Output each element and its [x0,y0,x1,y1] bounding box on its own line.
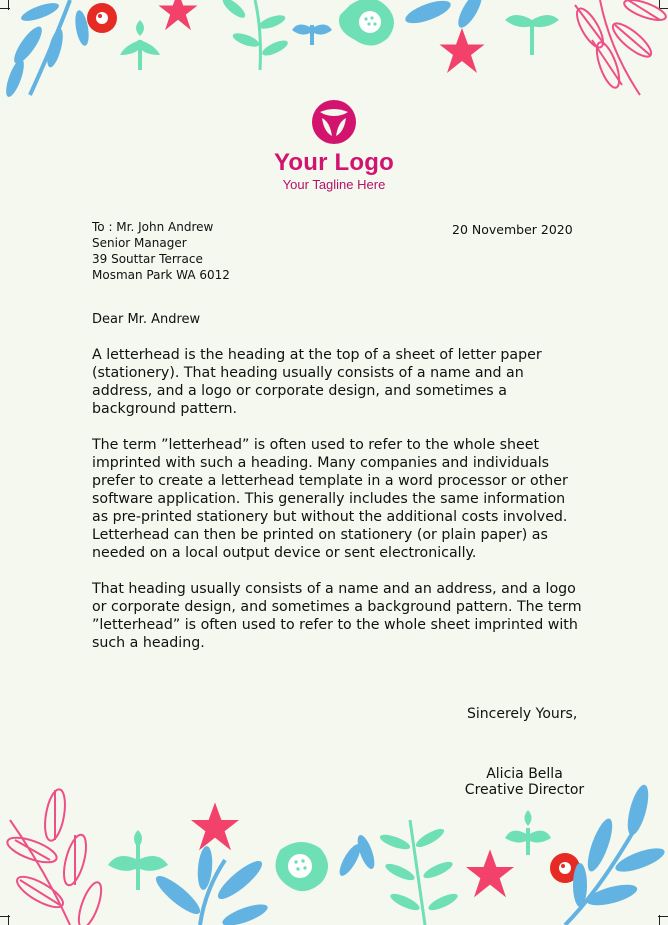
signer-title: Creative Director [464,782,585,798]
blue-leaf-branch-icon [151,845,270,925]
tagline: Your Tagline Here [282,177,386,192]
blue-leaf-icon [336,833,378,879]
blue-leaf-icon [403,0,486,31]
body-paragraph: The term ”letterhead” is often used to refer to the whole sheet imprinted with such a heading. Many companies and individuals prefer to create a letterhead template in a word processor or other software application. This generally includes the same information as pre-printed stationery but without the additional costs involved. [92,437,568,525]
mint-sprig-icon [505,810,551,855]
floral-decoration-bottom [0,780,668,925]
mint-flower-icon [276,842,329,891]
blue-sprig-icon [292,24,332,45]
logo-icon [312,100,356,144]
recipient-address [92,219,230,283]
mint-leaf-branch-icon [220,0,290,70]
body-paragraph: Letterhead can then be printed on stationery (or plain paper) as needed on a local output device or sent electronically. [92,527,548,561]
mint-flower-icon [339,0,394,46]
recipient-line: Mosman Park WA 6012 [92,268,230,282]
mint-sprig-icon [505,15,559,55]
recipient-line: Senior Manager [92,236,187,250]
blue-leaf-branch-icon [3,0,92,99]
letter-body [92,346,582,652]
floral-decoration-top [0,0,668,105]
coral-flower-icon [191,802,239,850]
mint-leaf-branch-icon [378,820,459,925]
closing: Sincerely Yours, [467,706,578,722]
recipient-line: To : Mr. John Andrew [92,220,214,234]
coral-flower-icon [159,0,198,30]
coral-flower-icon [466,849,514,897]
pink-outline-leaf-icon [4,788,105,925]
salutation: Dear Mr. Andrew [92,312,201,327]
signer-name: Alicia Bella [486,766,563,782]
coral-flower-icon [440,28,485,73]
red-flower-icon [87,3,117,33]
logo-text: Your Logo [274,149,394,176]
blue-leaf-branch-icon [565,783,667,925]
body-paragraph: That heading usually consists of a name and an address, and a logo or corporate design, and sometimes a background pattern. The term ”letterhead” is often used to refer to the whole sheet imprinted with such a heading. [92,581,582,651]
mint-sprig-icon [120,20,160,70]
letter-date: 20 November 2020 [452,222,573,237]
body-paragraph: A letterhead is the heading at the top of a sheet of letter paper (stationery). That heading usually consists of a name and an address, and a logo or corporate design, and sometimes a background pattern. [92,347,542,417]
pink-outline-leaf-icon [572,0,668,95]
recipient-line: 39 Souttar Terrace [92,252,203,266]
